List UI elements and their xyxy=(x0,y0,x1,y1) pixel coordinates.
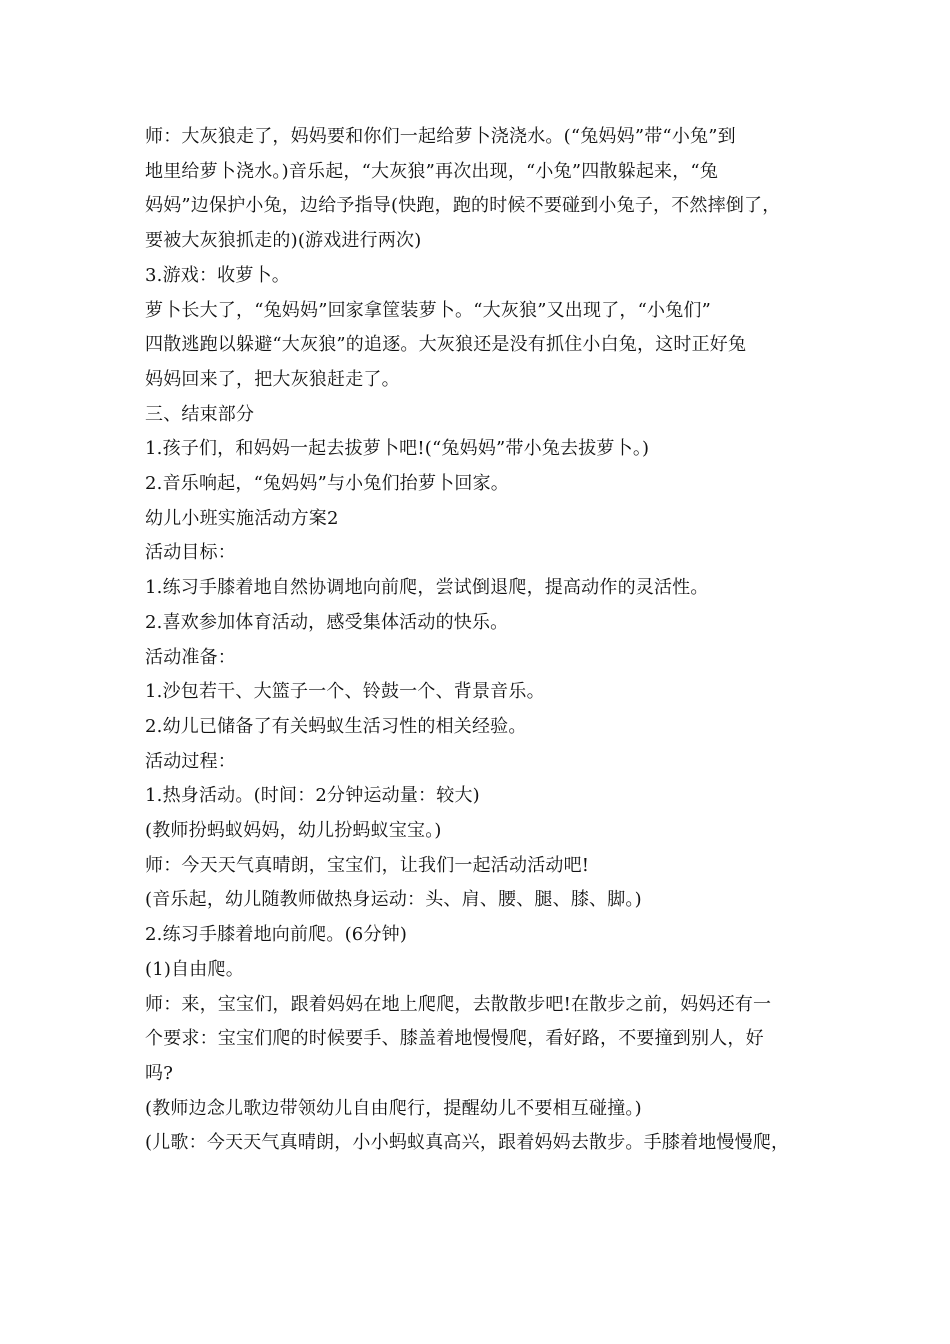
text-line: (1)自由爬。 xyxy=(145,958,244,980)
text-line: 2.音乐响起，“兔妈妈”与小兔们抬萝卜回家。 xyxy=(145,473,509,495)
section-heading: 活动准备： xyxy=(145,646,236,668)
text-line: 1.热身活动。(时间：2分钟运动量：较大) xyxy=(145,785,480,807)
document-body xyxy=(145,120,825,1161)
text-line: 妈妈”边保护小兔，边给予指导(快跑，跑的时候不要碰到小兔子，不然摔倒了， xyxy=(145,195,781,217)
section-heading: 3.游戏：收萝卜。 xyxy=(145,264,290,286)
text-line: 师：来，宝宝们，跟着妈妈在地上爬爬，去散散步吧!在散步之前，妈妈还有一 xyxy=(145,993,772,1015)
text-line: 萝卜长大了，“兔妈妈”回家拿筐装萝卜。“大灰狼”又出现了，“小兔们” xyxy=(145,299,712,321)
plan-title: 幼儿小班实施活动方案2 xyxy=(145,507,339,529)
text-line: 1.孩子们，和妈妈一起去拔萝卜吧!(“兔妈妈”带小兔去拔萝卜。) xyxy=(145,438,650,460)
text-line: 1.沙包若干、大篮子一个、铃鼓一个、背景音乐。 xyxy=(145,681,545,703)
text-line: 师：今天天气真晴朗，宝宝们，让我们一起活动活动吧! xyxy=(145,854,590,876)
text-line: 要被大灰狼抓走的)(游戏进行两次) xyxy=(145,230,422,252)
text-line: (音乐起，幼儿随教师做热身运动：头、肩、腰、腿、膝、脚。) xyxy=(145,889,642,911)
text-line: 2.练习手膝着地向前爬。(6分钟) xyxy=(145,924,408,946)
text-line: 地里给萝卜浇水。)音乐起，“大灰狼”再次出现，“小兔”四散躲起来，“兔 xyxy=(145,160,719,182)
text-line: 1.练习手膝着地自然协调地向前爬，尝试倒退爬，提高动作的灵活性。 xyxy=(145,577,709,599)
section-heading: 活动过程： xyxy=(145,750,236,772)
text-line: 吗? xyxy=(145,1062,174,1084)
section-heading: 活动目标： xyxy=(145,542,236,564)
text-line: 个要求：宝宝们爬的时候要手、膝盖着地慢慢爬，看好路，不要撞到别人，好 xyxy=(145,1028,764,1050)
text-line: (教师扮蚂蚁妈妈，幼儿扮蚂蚁宝宝。) xyxy=(145,820,442,842)
text-line: (教师边念儿歌边带领幼儿自由爬行，提醒幼儿不要相互碰撞。) xyxy=(145,1097,642,1119)
text-line: 四散逃跑以躲避“大灰狼”的追逐。大灰狼还是没有抓住小白兔，这时正好兔 xyxy=(145,334,747,356)
text-line: 妈妈回来了，把大灰狼赶走了。 xyxy=(145,368,400,390)
text-line: 2.幼儿已储备了有关蚂蚁生活习性的相关经验。 xyxy=(145,715,527,737)
section-heading: 三、结束部分 xyxy=(145,403,255,425)
text-line: 师：大灰狼走了，妈妈要和你们一起给萝卜浇浇水。(“兔妈妈”带“小兔”到 xyxy=(145,126,736,147)
text-line: 2.喜欢参加体育活动，感受集体活动的快乐。 xyxy=(145,611,509,633)
text-line: (儿歌：今天天气真晴朗，小小蚂蚁真高兴，跟着妈妈去散步。手膝着地慢慢爬， xyxy=(145,1132,790,1154)
